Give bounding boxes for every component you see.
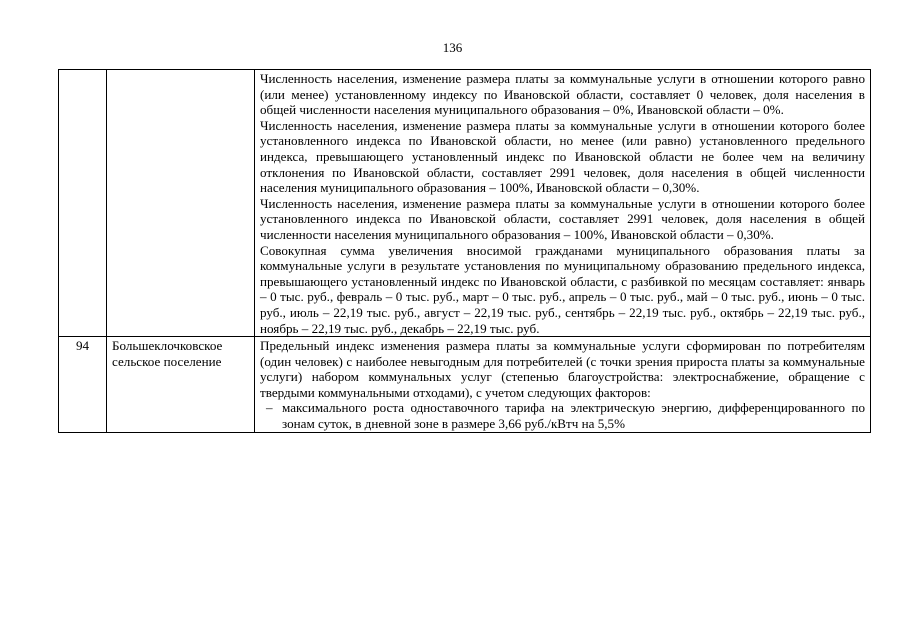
- page-number: 136: [442, 40, 463, 55]
- paragraph-population-equal: Численность населения, изменение размера платы за коммунальные услуги в отношении которого равно (или менее) установленному индексу по Ивановской области, составляет 0 человек, доля населения в общей численности населения муниципального образования – 0%, Ивановской области – 0%.: [260, 71, 865, 118]
- list-item: [260, 400, 865, 431]
- table-row: [59, 337, 871, 433]
- paragraph-population-above: Численность населения, изменение размера платы за коммунальные услуги в отношении которого более установленного индекса по Ивановской области, составляет 2991 человек, доля населения в общей численности населения муниципального образования – 100%, Ивановской области – 0,30%.: [260, 195, 865, 242]
- paragraph-index-formation: Предельный индекс изменения размера платы за коммунальные услуги сформирован по потребителям (один человек) с наиболее невыгодным для потребителей (с точки зрения прироста платы за коммунальные услуги) набором коммунальных услуг (степенью благоустройства: электроснабжение, обращение с твердыми коммунальными отходами), с учетом следующих факторов:: [260, 338, 865, 400]
- municipality-name-cell: Большеклочковское сельское поселение: [107, 337, 255, 433]
- dash-marker: –: [266, 400, 273, 416]
- description-cell: [255, 337, 871, 433]
- table-row: [59, 70, 871, 337]
- row-number-cell: [59, 70, 107, 337]
- bullet-text: максимального роста одноставочного тарифа на электрическую энергию, дифференцированного по зонам суток, в дневной зоне в размере 3,66 руб./кВтч на 5,5%: [282, 400, 865, 432]
- description-cell: [255, 70, 871, 337]
- row-number-cell: 94: [59, 337, 107, 433]
- paragraph-population-between: Численность населения, изменение размера платы за коммунальные услуги в отношении которого более установленного индекса по Ивановской области, но менее (или равно) установленного предельного индекса, превышающего установленный индекс по Ивановской области не более чем на величину отклонения по Ивановской области, составляет 2991 человек, доля населения в общей численности населения муниципального образования – 100%, Ивановской области – 0,30%.: [260, 117, 865, 196]
- municipality-name-cell: [107, 70, 255, 337]
- paragraph-monthly-sum: Совокупная сумма увеличения вносимой гражданами муниципального образования платы за коммунальные услуги в результате установления по муниципальному образованию предельного индекса, превышающего установленный индекс по Ивановской области, с разбивкой по месяцам составляет: январь – 0 тыс. руб., февраль – 0 тыс. руб., март – 0 тыс. руб., апрель – 0 тыс. руб., май – 0 тыс. руб., июнь – 0 тыс. руб., июль – 22,19 тыс. руб., август – 22,19 тыс. руб., сентябрь – 22,19 тыс. руб., октябрь – 22,19 тыс. руб., ноябрь – 22,19 тыс. руб., декабрь – 22,19 тыс. руб.: [260, 242, 865, 336]
- municipal-index-table: [58, 69, 871, 433]
